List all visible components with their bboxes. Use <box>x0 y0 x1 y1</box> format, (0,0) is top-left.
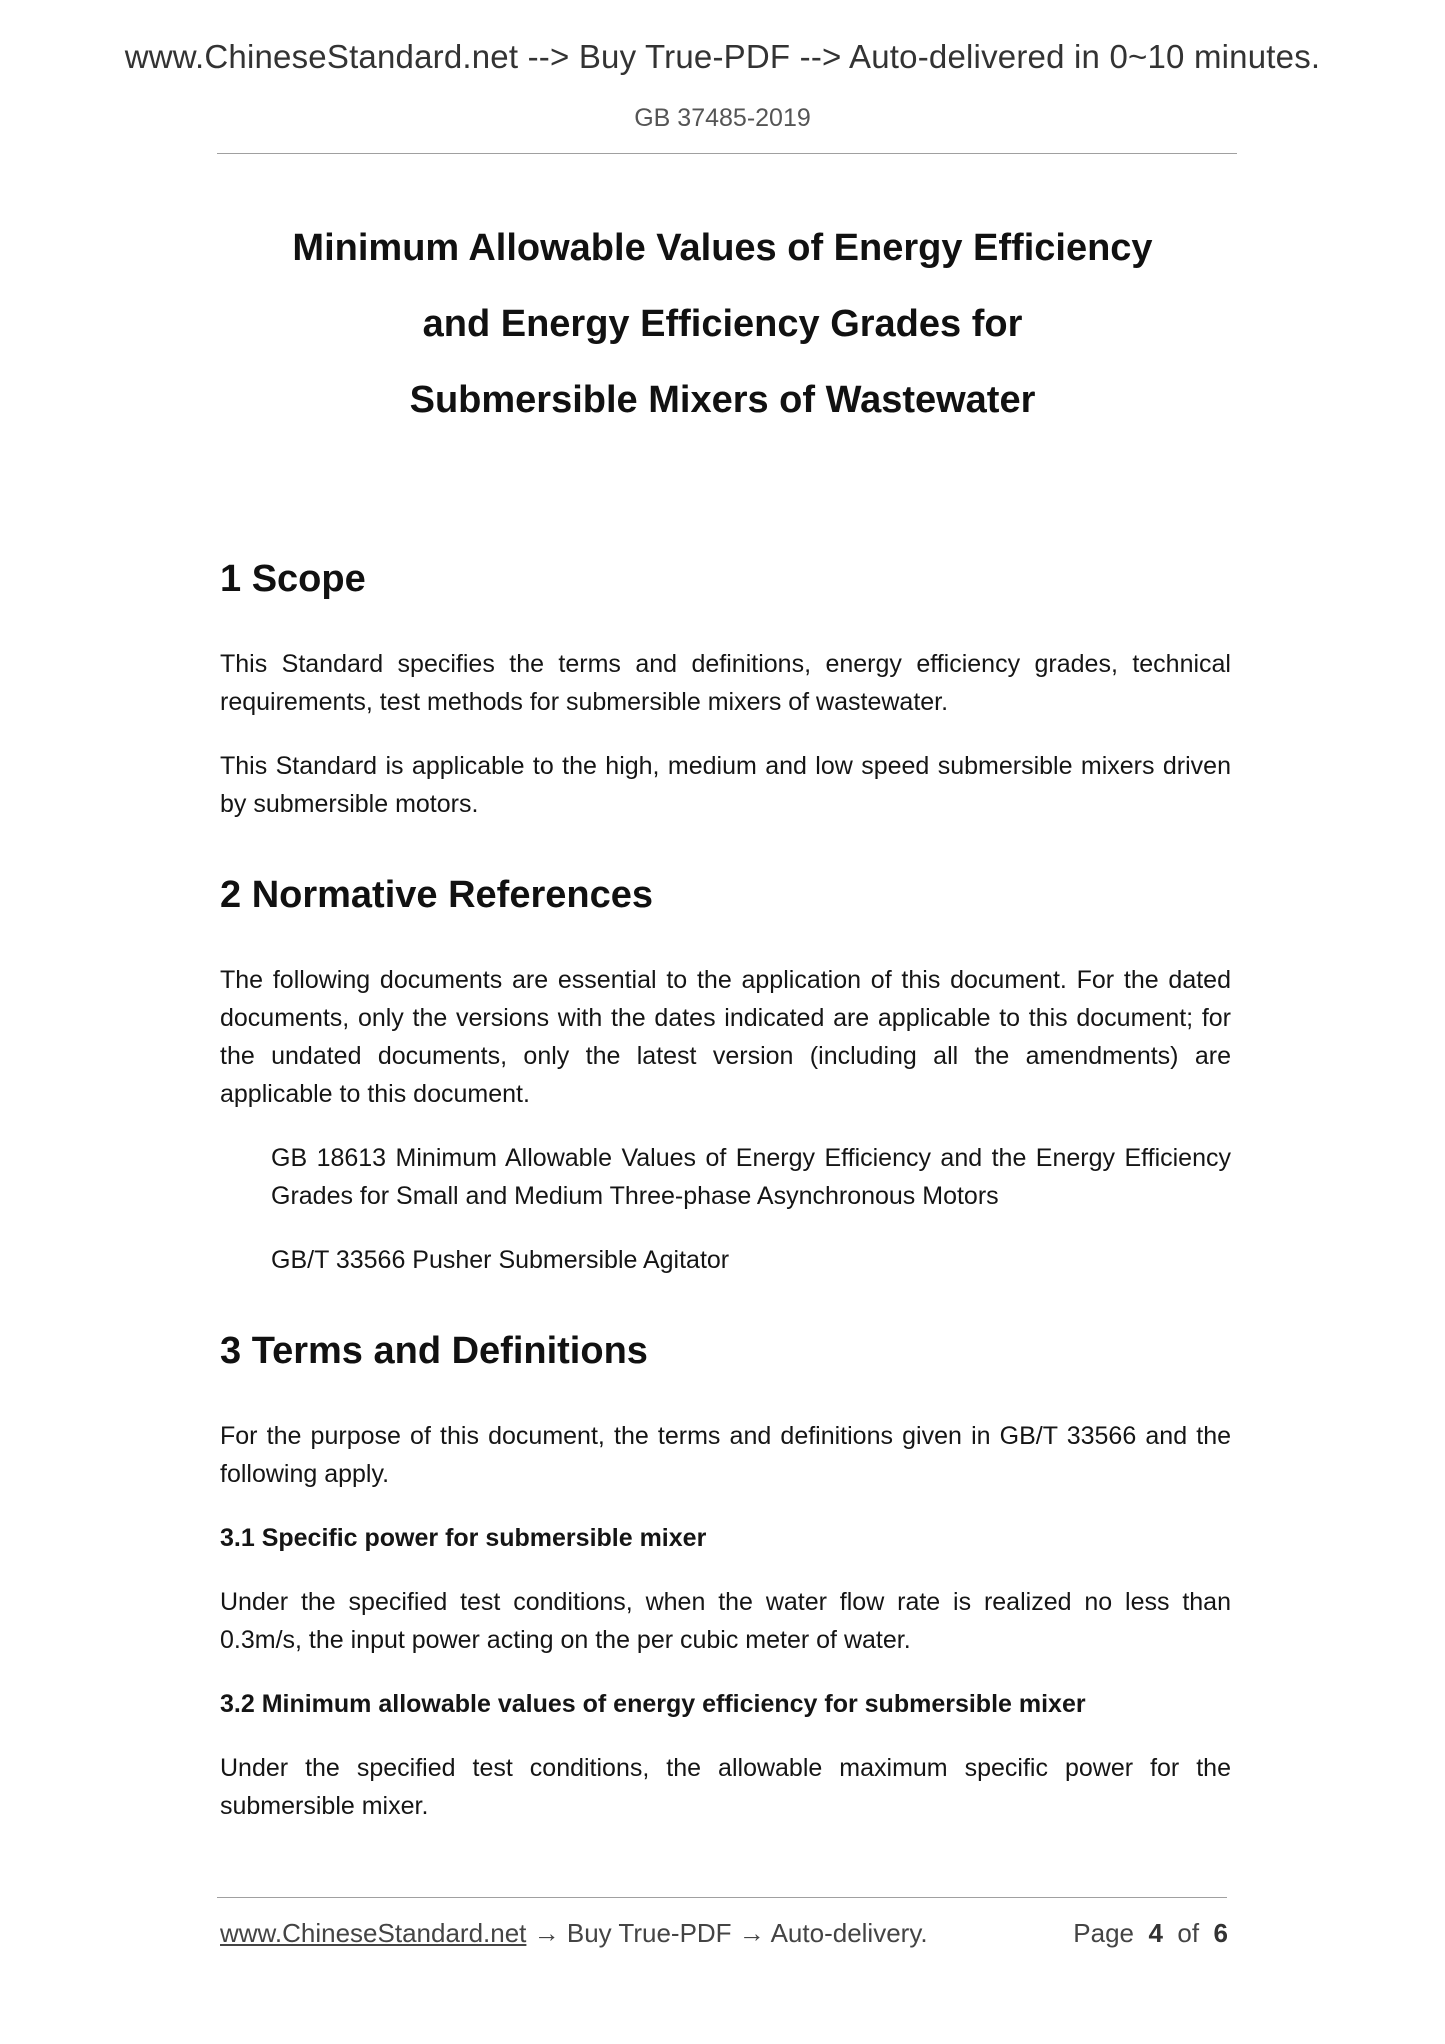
terms-intro-paragraph: For the purpose of this document, the terms and definitions given in GB/T 33566 and the following apply. <box>220 1422 1231 1488</box>
page-current: 4 <box>1148 1918 1163 1948</box>
term-definition-3-2: Under the specified test conditions, the allowable maximum specific power for the submersible mixer. <box>220 1754 1231 1820</box>
normative-paragraph: The following documents are essential to the application of this document. For the dated documents, only the versions with the dates indicated are applicable to this document; for the undated documents, only the latest version (including all the amendments) are applicable to this document. <box>220 966 1231 1108</box>
scope-paragraph-2: This Standard is applicable to the high, medium and low speed submersible mixers driven by submersible motors. <box>220 752 1231 818</box>
header-divider <box>217 153 1237 154</box>
of-label: of <box>1177 1918 1200 1948</box>
scope-paragraph-1: This Standard specifies the terms and definitions, energy efficiency grades, technical requirements, test methods for submersible mixers of wastewater. <box>220 650 1231 716</box>
term-heading-3-2: 3.2 Minimum allowable values of energy efficiency for submersible mixer <box>220 1690 1086 1718</box>
section-heading-normative: 2 Normative References <box>220 874 653 916</box>
top-banner: www.ChineseStandard.net --> Buy True-PDF --> Auto-delivered in 0~10 minutes. <box>124 38 1321 75</box>
term-definition-3-1: Under the specified test conditions, when the water flow rate is realized no less than 0.3m/s, the input power acting on the per cubic meter of water. <box>220 1588 1231 1654</box>
arrow-icon: → <box>731 1918 771 1948</box>
section-heading-scope: 1 Scope <box>220 558 366 600</box>
section-normative-references <box>220 871 1231 1279</box>
arrow-icon: → <box>526 1918 567 1948</box>
title-line-3: Submersible Mixers of Wastewater <box>409 379 1036 421</box>
page-number <box>1073 1918 1228 1949</box>
reference-item: GB/T 33566 Pusher Submersible Agitator <box>271 1246 730 1274</box>
reference-item: GB 18613 Minimum Allowable Values of Energy Efficiency and the Energy Efficiency Grades for Small and Medium Three-phase Asynchronous Motors <box>271 1144 1231 1210</box>
section-terms-definitions <box>220 1327 1231 1825</box>
footer-divider <box>217 1897 1227 1898</box>
buy-true-pdf-text: Buy True-PDF <box>566 1918 732 1948</box>
title-line-2: and Energy Efficiency Grades for <box>422 303 1023 345</box>
section-heading-terms: 3 Terms and Definitions <box>220 1330 648 1372</box>
page-total: 6 <box>1213 1918 1228 1948</box>
footer-left <box>220 1918 928 1949</box>
standard-code: GB 37485-2019 <box>634 104 811 132</box>
term-heading-3-1: 3.1 Specific power for submersible mixer <box>220 1524 707 1552</box>
document-body <box>220 555 1231 1851</box>
page-label: Page <box>1073 1918 1135 1948</box>
title-line-1: Minimum Allowable Values of Energy Efficiency <box>292 227 1153 269</box>
auto-delivery-text: Auto-delivery. <box>770 1918 928 1948</box>
document-title <box>150 210 1295 438</box>
section-scope <box>220 555 1231 823</box>
website-link[interactable]: www.ChineseStandard.net <box>220 1918 527 1948</box>
